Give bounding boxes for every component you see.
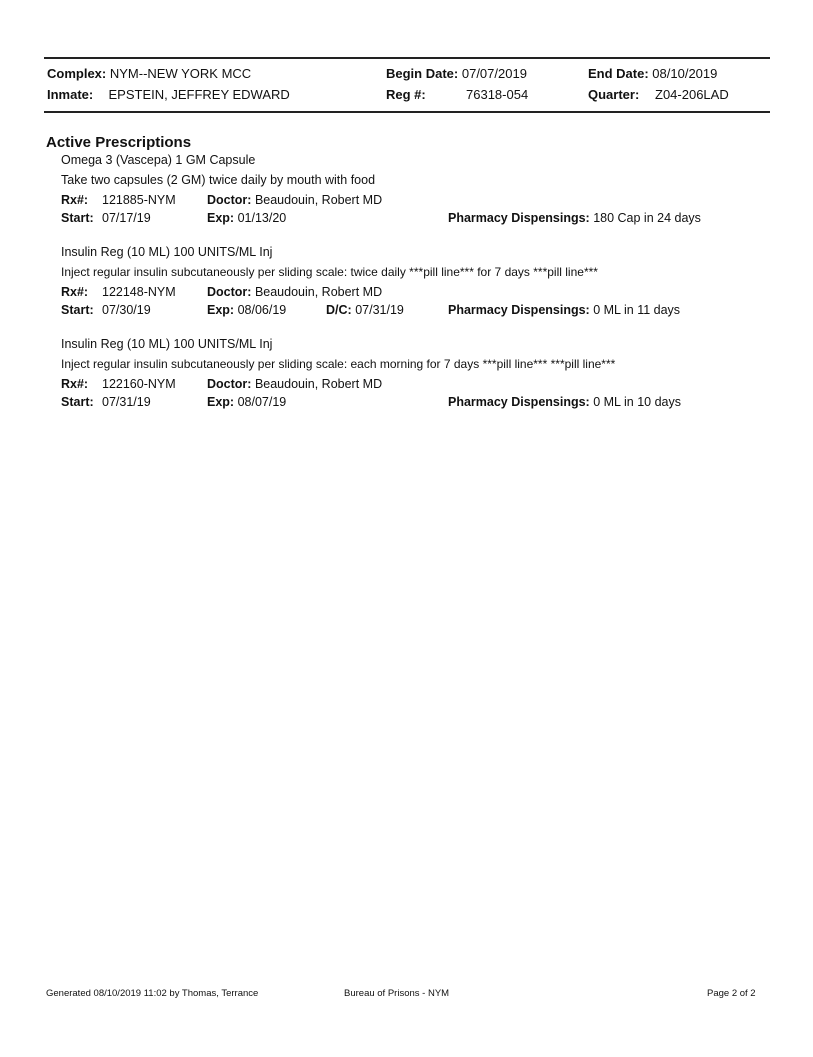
end-date-value: 08/10/2019 — [652, 66, 718, 81]
dispensings-row — [448, 211, 701, 225]
start-label: Start: — [61, 395, 94, 409]
doctor-row — [207, 193, 382, 207]
doctor-name: Beaudouin, Robert MD — [254, 193, 383, 207]
dispensings-value: 180 Cap in 24 days — [593, 211, 701, 225]
start-date: 07/17/19 — [102, 211, 151, 225]
exp-date: 01/13/20 — [237, 211, 287, 225]
doctor-name: Beaudouin, Robert MD — [254, 285, 383, 299]
exp-date: 08/06/19 — [237, 303, 287, 317]
footer-page-number: Page 2 of 2 — [707, 988, 756, 999]
exp-row — [207, 303, 286, 317]
rx-number: 122148-NYM — [102, 285, 176, 299]
start-date: 07/31/19 — [102, 395, 151, 409]
inmate-value: EPSTEIN, JEFFREY EDWARD — [108, 87, 290, 102]
section-title: Active Prescriptions — [46, 134, 192, 151]
doctor-name: Beaudouin, Robert MD — [254, 377, 383, 391]
dispensings-value: 0 ML in 10 days — [593, 395, 681, 409]
start-label: Start: — [61, 303, 94, 317]
dispensings-row — [448, 303, 680, 317]
directions: Inject regular insulin subcutaneously per sliding scale: twice daily ***pill line*** for 7 days ***pill line*** — [61, 265, 598, 279]
exp-label: Exp: — [207, 303, 235, 317]
dc-label: D/C: — [326, 303, 352, 317]
header-top-rule — [44, 57, 770, 59]
begin-date-row — [386, 66, 527, 81]
dispensings-row — [448, 395, 681, 409]
start-label: Start: — [61, 211, 94, 225]
rx-label: Rx#: — [61, 193, 89, 207]
reg-label: Reg #: — [386, 87, 426, 102]
complex-value: NYM--NEW YORK MCC — [109, 66, 252, 81]
inmate-label: Inmate: — [47, 87, 94, 102]
rx-number: 121885-NYM — [102, 193, 176, 207]
reg-value: 76318-054 — [466, 87, 529, 102]
quarter-value: Z04-206LAD — [655, 87, 729, 102]
dispensings-label: Pharmacy Dispensings: — [448, 211, 590, 225]
doctor-label: Doctor: — [207, 377, 252, 391]
exp-label: Exp: — [207, 211, 235, 225]
dispensings-value: 0 ML in 11 days — [593, 303, 681, 317]
complex-row — [47, 66, 251, 81]
complex-label: Complex: — [47, 66, 107, 81]
begin-date-label: Begin Date: — [386, 66, 459, 81]
inmate-row — [47, 87, 290, 102]
rx-label: Rx#: — [61, 285, 89, 299]
rx-number: 122160-NYM — [102, 377, 176, 391]
drug-name: Insulin Reg (10 ML) 100 UNITS/ML Inj — [61, 337, 273, 351]
dc-date: 07/31/19 — [355, 303, 404, 317]
rx-label: Rx#: — [61, 377, 89, 391]
dispensings-label: Pharmacy Dispensings: — [448, 303, 590, 317]
end-date-label: End Date: — [588, 66, 649, 81]
begin-date-value: 07/07/2019 — [461, 66, 527, 81]
directions: Inject regular insulin subcutaneously per sliding scale: each morning for 7 days ***pill line*** ***pill line*** — [61, 357, 616, 371]
end-date-row — [588, 66, 717, 81]
exp-row — [207, 211, 286, 225]
doctor-label: Doctor: — [207, 193, 252, 207]
dispensings-label: Pharmacy Dispensings: — [448, 395, 590, 409]
exp-row — [207, 395, 286, 409]
doctor-row — [207, 377, 382, 391]
exp-label: Exp: — [207, 395, 235, 409]
quarter-label: Quarter: — [588, 87, 640, 102]
doctor-row — [207, 285, 382, 299]
exp-date: 08/07/19 — [237, 395, 287, 409]
drug-name: Omega 3 (Vascepa) 1 GM Capsule — [61, 153, 256, 167]
doctor-label: Doctor: — [207, 285, 252, 299]
footer-bureau: Bureau of Prisons - NYM — [344, 988, 450, 999]
start-date: 07/30/19 — [102, 303, 151, 317]
directions: Take two capsules (2 GM) twice daily by mouth with food — [61, 173, 376, 187]
dc-row — [326, 303, 404, 317]
drug-name: Insulin Reg (10 ML) 100 UNITS/ML Inj — [61, 245, 273, 259]
header-bottom-rule — [44, 111, 770, 113]
footer-generated: Generated 08/10/2019 11:02 by Thomas, Terrance — [46, 988, 259, 999]
